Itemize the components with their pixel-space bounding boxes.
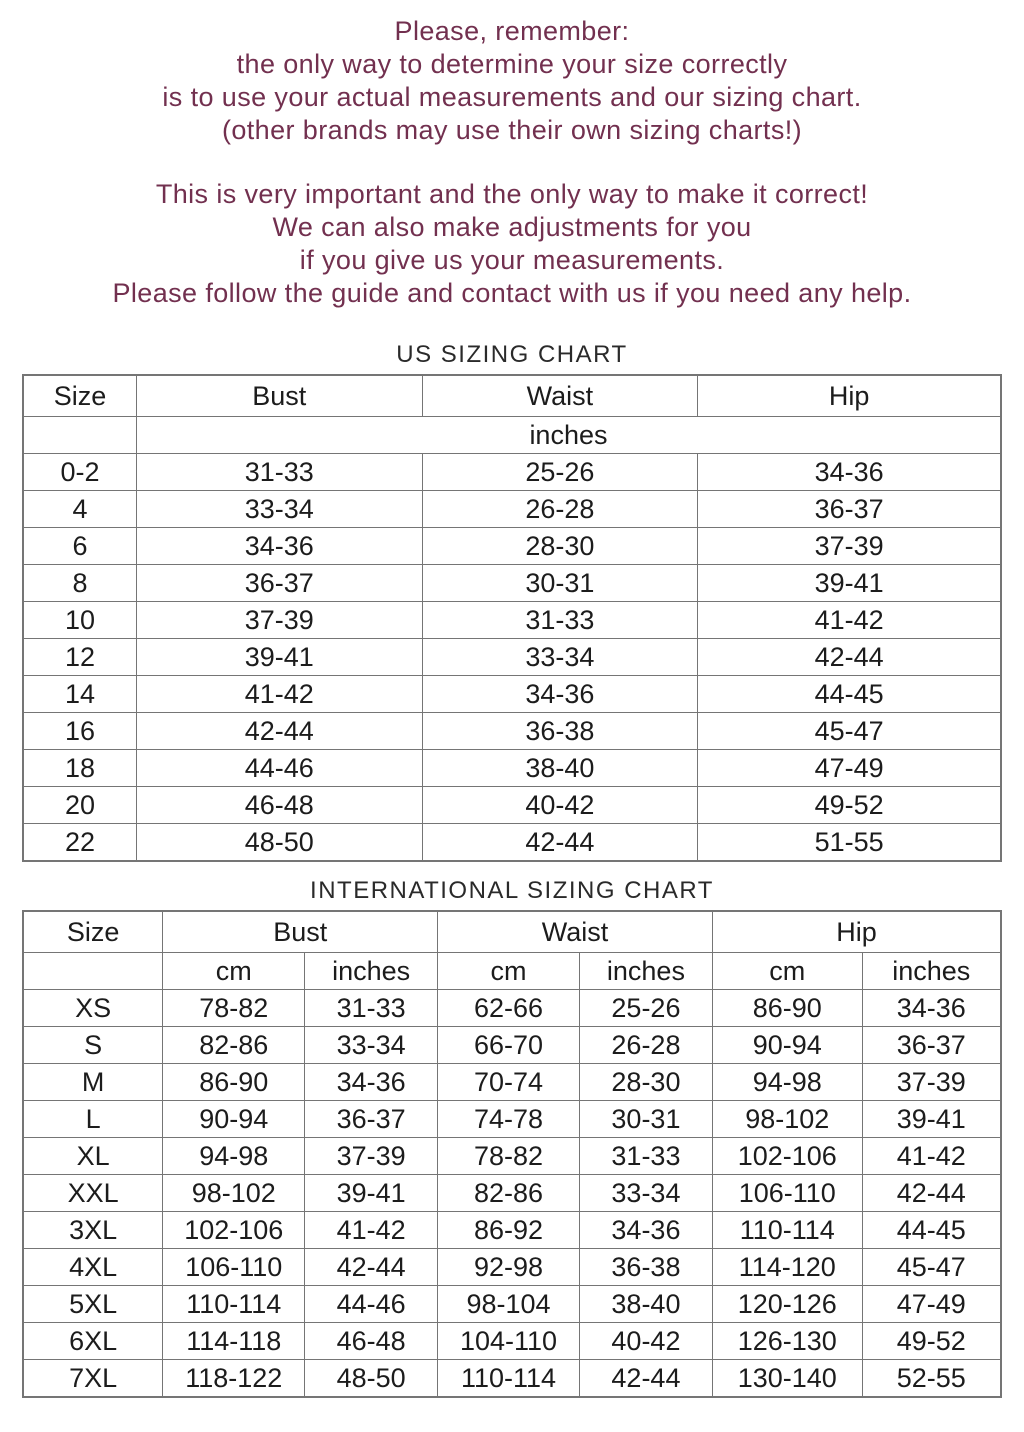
table-cell: 44-45 (862, 1212, 1001, 1249)
table-cell: 30-31 (579, 1101, 712, 1138)
table-row (23, 1286, 1001, 1323)
table-cell: XXL (23, 1175, 163, 1212)
table-cell: 37-39 (698, 528, 1001, 565)
table-cell: 33-34 (136, 491, 422, 528)
table-cell: M (23, 1064, 163, 1101)
intro-line: is to use your actual measurements and our sizing chart. (162, 82, 862, 112)
intl-col-header-hip: Hip (712, 911, 1001, 953)
us-sizing-table (22, 374, 1002, 862)
table-cell: 36-37 (862, 1027, 1001, 1064)
table-cell: 45-47 (862, 1249, 1001, 1286)
table-cell: 42-44 (136, 713, 422, 750)
table-cell: 8 (23, 565, 136, 602)
table-row (23, 990, 1001, 1027)
table-cell: 48-50 (136, 824, 422, 862)
table-row (23, 454, 1001, 491)
intro-line: Please follow the guide and contact with us if you need any help. (112, 278, 912, 308)
us-units-label: inches (136, 417, 1001, 454)
intl-col-header-bust: Bust (163, 911, 438, 953)
table-cell: XS (23, 990, 163, 1027)
table-cell: 12 (23, 639, 136, 676)
table-cell: 62-66 (438, 990, 580, 1027)
table-cell: 25-26 (579, 990, 712, 1027)
intro-text (0, 0, 1024, 310)
table-cell: 47-49 (862, 1286, 1001, 1323)
table-cell: 28-30 (422, 528, 698, 565)
intl-col-header-waist: Waist (438, 911, 713, 953)
table-row (23, 713, 1001, 750)
us-col-header-size: Size (23, 375, 136, 417)
table-cell: 86-90 (712, 990, 862, 1027)
table-cell: 44-45 (698, 676, 1001, 713)
intro-line: This is very important and the only way to make it correct! (155, 179, 869, 209)
table-cell: 45-47 (698, 713, 1001, 750)
table-cell: 120-126 (712, 1286, 862, 1323)
international-sizing-table (22, 910, 1002, 1398)
table-cell: 34-36 (579, 1212, 712, 1249)
intl-col-header-size: Size (23, 911, 163, 953)
table-cell: 51-55 (698, 824, 1001, 862)
table-cell: 82-86 (163, 1027, 305, 1064)
us-chart-title: US SIZING CHART (396, 341, 628, 368)
table-cell: 39-41 (136, 639, 422, 676)
table-cell: 114-118 (163, 1323, 305, 1360)
table-cell: 4XL (23, 1249, 163, 1286)
table-row (23, 1138, 1001, 1175)
table-cell: 30-31 (422, 565, 698, 602)
table-cell: 25-26 (422, 454, 698, 491)
table-cell: 42-44 (422, 824, 698, 862)
table-cell: 46-48 (136, 787, 422, 824)
table-row (23, 1323, 1001, 1360)
table-cell: 41-42 (136, 676, 422, 713)
table-cell: 41-42 (698, 602, 1001, 639)
table-cell: 74-78 (438, 1101, 580, 1138)
intro-line: the only way to determine your size correctly (236, 49, 788, 79)
intro-line: (other brands may use their own sizing charts!) (221, 115, 803, 145)
table-cell: 66-70 (438, 1027, 580, 1064)
us-units-row (23, 417, 1001, 454)
table-cell: 42-44 (579, 1360, 712, 1398)
table-cell: 86-90 (163, 1064, 305, 1101)
table-cell: 31-33 (422, 602, 698, 639)
table-cell: 7XL (23, 1360, 163, 1398)
intl-unit-label-inches: inches (305, 953, 438, 990)
table-cell: 114-120 (712, 1249, 862, 1286)
table-cell: 44-46 (136, 750, 422, 787)
table-cell: 36-37 (305, 1101, 438, 1138)
intl-unit-label-cm: cm (163, 953, 305, 990)
table-cell: 22 (23, 824, 136, 862)
table-cell: 37-39 (305, 1138, 438, 1175)
table-row (23, 824, 1001, 862)
table-cell: 20 (23, 787, 136, 824)
intro-line: if you give us your measurements. (299, 245, 725, 275)
table-row (23, 602, 1001, 639)
table-cell: 78-82 (163, 990, 305, 1027)
intl-unit-label-cm: cm (712, 953, 862, 990)
table-cell: 106-110 (712, 1175, 862, 1212)
intl-unit-label-inches: inches (579, 953, 712, 990)
table-cell: 47-49 (698, 750, 1001, 787)
table-cell: 31-33 (305, 990, 438, 1027)
table-cell: 42-44 (305, 1249, 438, 1286)
table-cell: 110-114 (712, 1212, 862, 1249)
table-row (23, 491, 1001, 528)
table-cell: 42-44 (698, 639, 1001, 676)
table-cell: 78-82 (438, 1138, 580, 1175)
table-cell: L (23, 1101, 163, 1138)
us-table-header-row (23, 375, 1001, 417)
table-cell: 39-41 (698, 565, 1001, 602)
table-cell: 104-110 (438, 1323, 580, 1360)
table-cell: 42-44 (862, 1175, 1001, 1212)
table-cell: 49-52 (698, 787, 1001, 824)
table-cell: 70-74 (438, 1064, 580, 1101)
table-cell: 48-50 (305, 1360, 438, 1398)
table-cell: 26-28 (422, 491, 698, 528)
table-row (23, 1064, 1001, 1101)
intl-table-header-row (23, 911, 1001, 953)
table-cell: 40-42 (422, 787, 698, 824)
table-cell: 36-38 (422, 713, 698, 750)
table-cell: 92-98 (438, 1249, 580, 1286)
table-cell: XL (23, 1138, 163, 1175)
table-cell: 38-40 (422, 750, 698, 787)
table-row (23, 1249, 1001, 1286)
intl-unit-label-inches: inches (862, 953, 1001, 990)
table-cell: 34-36 (862, 990, 1001, 1027)
table-cell: 34-36 (422, 676, 698, 713)
table-cell: 98-102 (712, 1101, 862, 1138)
intro-paragraph-1 (0, 15, 1024, 147)
table-cell: 6XL (23, 1323, 163, 1360)
table-row (23, 1175, 1001, 1212)
intl-units-row (23, 953, 1001, 990)
table-cell: 86-92 (438, 1212, 580, 1249)
table-cell: 34-36 (136, 528, 422, 565)
table-cell: 41-42 (305, 1212, 438, 1249)
us-col-header-bust: Bust (136, 375, 422, 417)
table-cell: 52-55 (862, 1360, 1001, 1398)
table-cell: 33-34 (422, 639, 698, 676)
table-row (23, 565, 1001, 602)
table-cell: 10 (23, 602, 136, 639)
intl-unit-label-cm: cm (438, 953, 580, 990)
table-cell: 36-37 (136, 565, 422, 602)
table-row (23, 1360, 1001, 1398)
table-row (23, 676, 1001, 713)
us-units-empty-cell (23, 417, 136, 454)
table-cell: 0-2 (23, 454, 136, 491)
table-cell: 33-34 (305, 1027, 438, 1064)
intro-line: We can also make adjustments for you (272, 212, 752, 242)
us-col-header-waist: Waist (422, 375, 698, 417)
table-row (23, 1027, 1001, 1064)
table-cell: 31-33 (579, 1138, 712, 1175)
table-cell: 40-42 (579, 1323, 712, 1360)
table-cell: 39-41 (862, 1101, 1001, 1138)
table-cell: S (23, 1027, 163, 1064)
table-row (23, 787, 1001, 824)
table-cell: 38-40 (579, 1286, 712, 1323)
table-cell: 36-37 (698, 491, 1001, 528)
table-cell: 90-94 (712, 1027, 862, 1064)
table-cell: 41-42 (862, 1138, 1001, 1175)
table-cell: 126-130 (712, 1323, 862, 1360)
table-cell: 94-98 (712, 1064, 862, 1101)
table-cell: 34-36 (698, 454, 1001, 491)
table-row (23, 639, 1001, 676)
table-cell: 130-140 (712, 1360, 862, 1398)
table-cell: 44-46 (305, 1286, 438, 1323)
table-row (23, 1212, 1001, 1249)
table-cell: 36-38 (579, 1249, 712, 1286)
table-row (23, 750, 1001, 787)
table-cell: 49-52 (862, 1323, 1001, 1360)
table-row (23, 1101, 1001, 1138)
table-cell: 37-39 (136, 602, 422, 639)
table-cell: 18 (23, 750, 136, 787)
table-cell: 39-41 (305, 1175, 438, 1212)
table-cell: 3XL (23, 1212, 163, 1249)
table-cell: 34-36 (305, 1064, 438, 1101)
table-cell: 31-33 (136, 454, 422, 491)
intl-chart-title: INTERNATIONAL SIZING CHART (310, 877, 714, 904)
table-cell: 98-102 (163, 1175, 305, 1212)
table-cell: 4 (23, 491, 136, 528)
table-cell: 90-94 (163, 1101, 305, 1138)
table-cell: 98-104 (438, 1286, 580, 1323)
table-cell: 102-106 (163, 1212, 305, 1249)
table-cell: 94-98 (163, 1138, 305, 1175)
table-cell: 37-39 (862, 1064, 1001, 1101)
table-cell: 5XL (23, 1286, 163, 1323)
table-cell: 6 (23, 528, 136, 565)
table-cell: 28-30 (579, 1064, 712, 1101)
table-cell: 16 (23, 713, 136, 750)
table-cell: 110-114 (438, 1360, 580, 1398)
table-cell: 46-48 (305, 1323, 438, 1360)
intro-paragraph-2 (0, 178, 1024, 310)
table-cell: 102-106 (712, 1138, 862, 1175)
intl-units-empty-cell (23, 953, 163, 990)
table-cell: 14 (23, 676, 136, 713)
table-row (23, 528, 1001, 565)
us-col-header-hip: Hip (698, 375, 1001, 417)
intro-line: Please, remember: (394, 16, 630, 46)
table-cell: 110-114 (163, 1286, 305, 1323)
table-cell: 118-122 (163, 1360, 305, 1398)
table-cell: 82-86 (438, 1175, 580, 1212)
table-cell: 106-110 (163, 1249, 305, 1286)
table-cell: 26-28 (579, 1027, 712, 1064)
table-cell: 33-34 (579, 1175, 712, 1212)
